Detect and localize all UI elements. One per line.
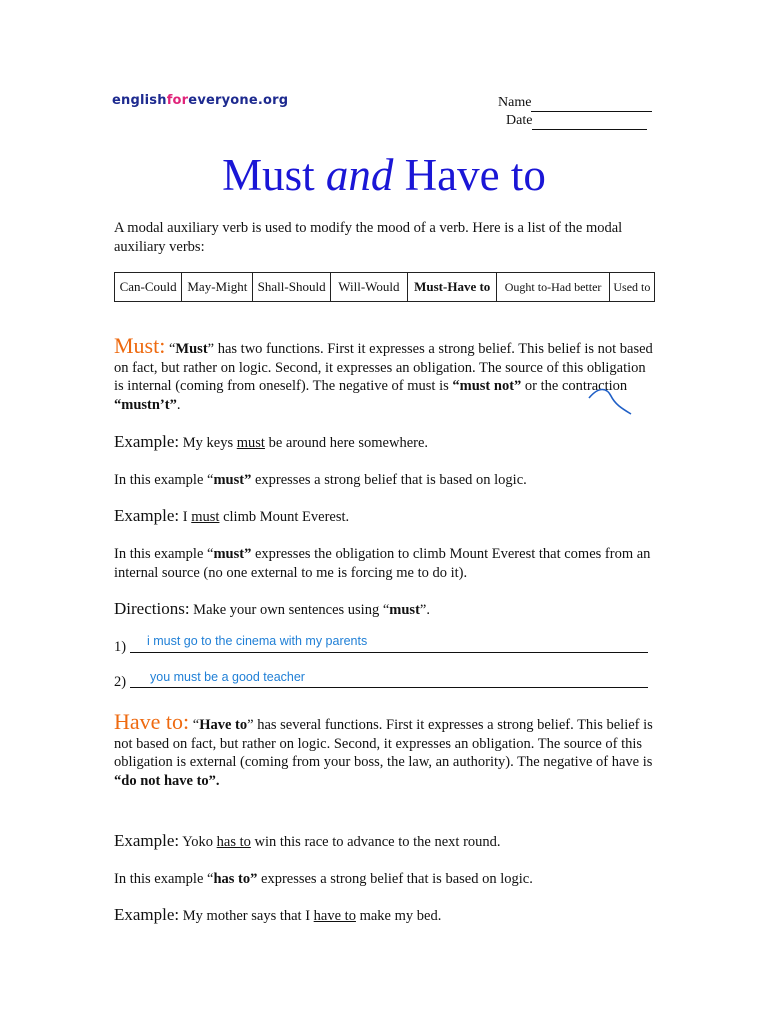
directions bbox=[114, 600, 654, 620]
text: expresses a strong belief that is based on logic. bbox=[257, 871, 533, 887]
text: climb Mount Everest. bbox=[219, 509, 350, 525]
modal-cell: Shall-Should bbox=[253, 273, 330, 302]
modal-cell: May-Might bbox=[182, 273, 253, 302]
site-logo bbox=[112, 93, 288, 108]
underlined-term: have to bbox=[313, 908, 356, 924]
have-to-example-1 bbox=[114, 832, 654, 852]
answer-number-1: 1) bbox=[114, 639, 127, 655]
logo-suffix: everyone.org bbox=[188, 93, 289, 108]
modal-cell: Will-Would bbox=[330, 273, 407, 302]
name-label: Name bbox=[498, 95, 532, 110]
intro-paragraph: A modal auxiliary verb is used to modify the mood of a verb. Here is a list of the modal auxiliary verbs: bbox=[114, 220, 623, 255]
bold-term: must” bbox=[213, 472, 252, 488]
date-line bbox=[532, 116, 647, 130]
have-to-heading: Have to: bbox=[114, 709, 190, 734]
example-label: Example: bbox=[114, 506, 180, 525]
title-part-and: and bbox=[325, 150, 394, 200]
text: make my bed. bbox=[355, 908, 442, 924]
text: In this example “ bbox=[114, 472, 214, 488]
name-line bbox=[531, 98, 652, 112]
text: Yoko bbox=[179, 834, 217, 850]
bold-term: Must bbox=[175, 341, 208, 357]
pen-mark-icon bbox=[585, 382, 635, 418]
example-label: Example: bbox=[114, 432, 180, 451]
bold-term: must” bbox=[213, 546, 252, 562]
text: In this example “ bbox=[114, 871, 214, 887]
text: . bbox=[176, 396, 181, 413]
text: Make your own sentences using “ bbox=[189, 602, 390, 618]
example-label: Example: bbox=[114, 905, 180, 924]
text: ” has several functions. First it expresses a strong belief. This belief is not based on fact, but rather on logic. Second, it expresses an obligation. The source of this obligation is external (coming from your boss, the law, an authority). The negative of have is bbox=[114, 717, 653, 770]
date-field[interactable] bbox=[506, 112, 647, 130]
bold-term: Have to bbox=[199, 717, 248, 733]
modal-cell: Must-Have to bbox=[408, 273, 497, 302]
bold-term: “must not” bbox=[452, 378, 522, 394]
logo-prefix: english bbox=[112, 93, 167, 108]
underlined-term: must bbox=[191, 509, 220, 525]
text: “ bbox=[168, 341, 176, 357]
title-part-must: Must bbox=[222, 150, 326, 200]
page-title bbox=[0, 148, 768, 202]
table-row bbox=[115, 273, 655, 302]
text: I bbox=[179, 509, 192, 525]
text: be around here somewhere. bbox=[264, 435, 429, 451]
text: expresses the obligation to climb Mount Everest that comes from an internal source (no one external to me is forcing me to do it). bbox=[114, 546, 651, 581]
directions-label: Directions: bbox=[114, 599, 190, 618]
have-to-example-2 bbox=[114, 906, 654, 926]
date-label: Date bbox=[506, 113, 533, 128]
have-to-example-1-explanation bbox=[114, 870, 654, 889]
text: ” has two functions. First it expresses a strong belief. This belief is not based on fact, but rather on logic. Second, it expresses an obligation. The source of this obligation is internal (coming from oneself). The negative of must is bbox=[114, 341, 653, 394]
modal-cell: Used to bbox=[609, 273, 654, 302]
must-example-1-explanation bbox=[114, 471, 654, 490]
text: In this example “ bbox=[114, 546, 214, 562]
underlined-term: has to bbox=[216, 834, 251, 850]
underlined-term: must bbox=[236, 435, 265, 451]
answer-line-2[interactable] bbox=[130, 687, 648, 688]
answer-number-2: 2) bbox=[114, 674, 127, 690]
text: My mother says that I bbox=[179, 908, 314, 924]
modal-cell: Can-Could bbox=[115, 273, 182, 302]
must-example-1 bbox=[114, 433, 654, 453]
must-heading: Must: bbox=[114, 333, 166, 358]
answer-text-2: you must be a good teacher bbox=[150, 670, 305, 684]
example-label: Example: bbox=[114, 831, 180, 850]
answer-line-1[interactable] bbox=[130, 652, 648, 653]
text: ”. bbox=[419, 602, 430, 618]
bold-term: “do not have to”. bbox=[114, 772, 220, 789]
modal-verbs-table bbox=[114, 272, 655, 302]
bold-term: must bbox=[389, 602, 420, 618]
bold-term: has to” bbox=[213, 871, 258, 887]
answer-text-1: i must go to the cinema with my parents bbox=[147, 634, 368, 648]
name-field[interactable] bbox=[498, 94, 652, 112]
text: “ bbox=[189, 717, 200, 733]
must-example-2 bbox=[114, 507, 654, 527]
must-section bbox=[114, 333, 654, 414]
text: or the contraction bbox=[521, 378, 628, 394]
bold-term: “mustn’t” bbox=[114, 396, 177, 413]
must-example-2-explanation bbox=[114, 545, 654, 582]
text: My keys bbox=[179, 435, 237, 451]
text: win this race to advance to the next round. bbox=[250, 834, 501, 850]
text: expresses a strong belief that is based on logic. bbox=[251, 472, 527, 488]
logo-highlight: for bbox=[166, 93, 189, 108]
have-to-section bbox=[114, 709, 654, 790]
modal-cell: Ought to-Had better bbox=[497, 273, 609, 302]
title-part-have-to: Have to bbox=[393, 150, 546, 200]
